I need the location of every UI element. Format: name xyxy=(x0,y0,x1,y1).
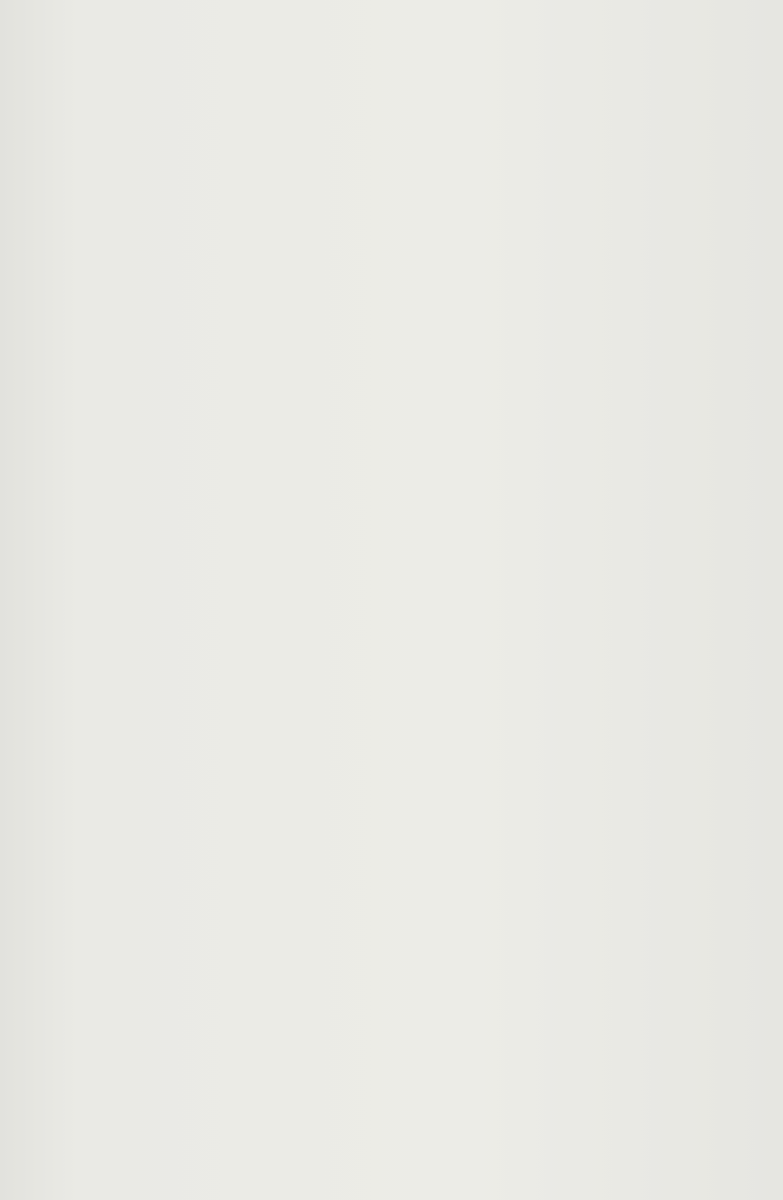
sediment-chart xyxy=(52,330,397,595)
figure-24 xyxy=(52,330,397,595)
